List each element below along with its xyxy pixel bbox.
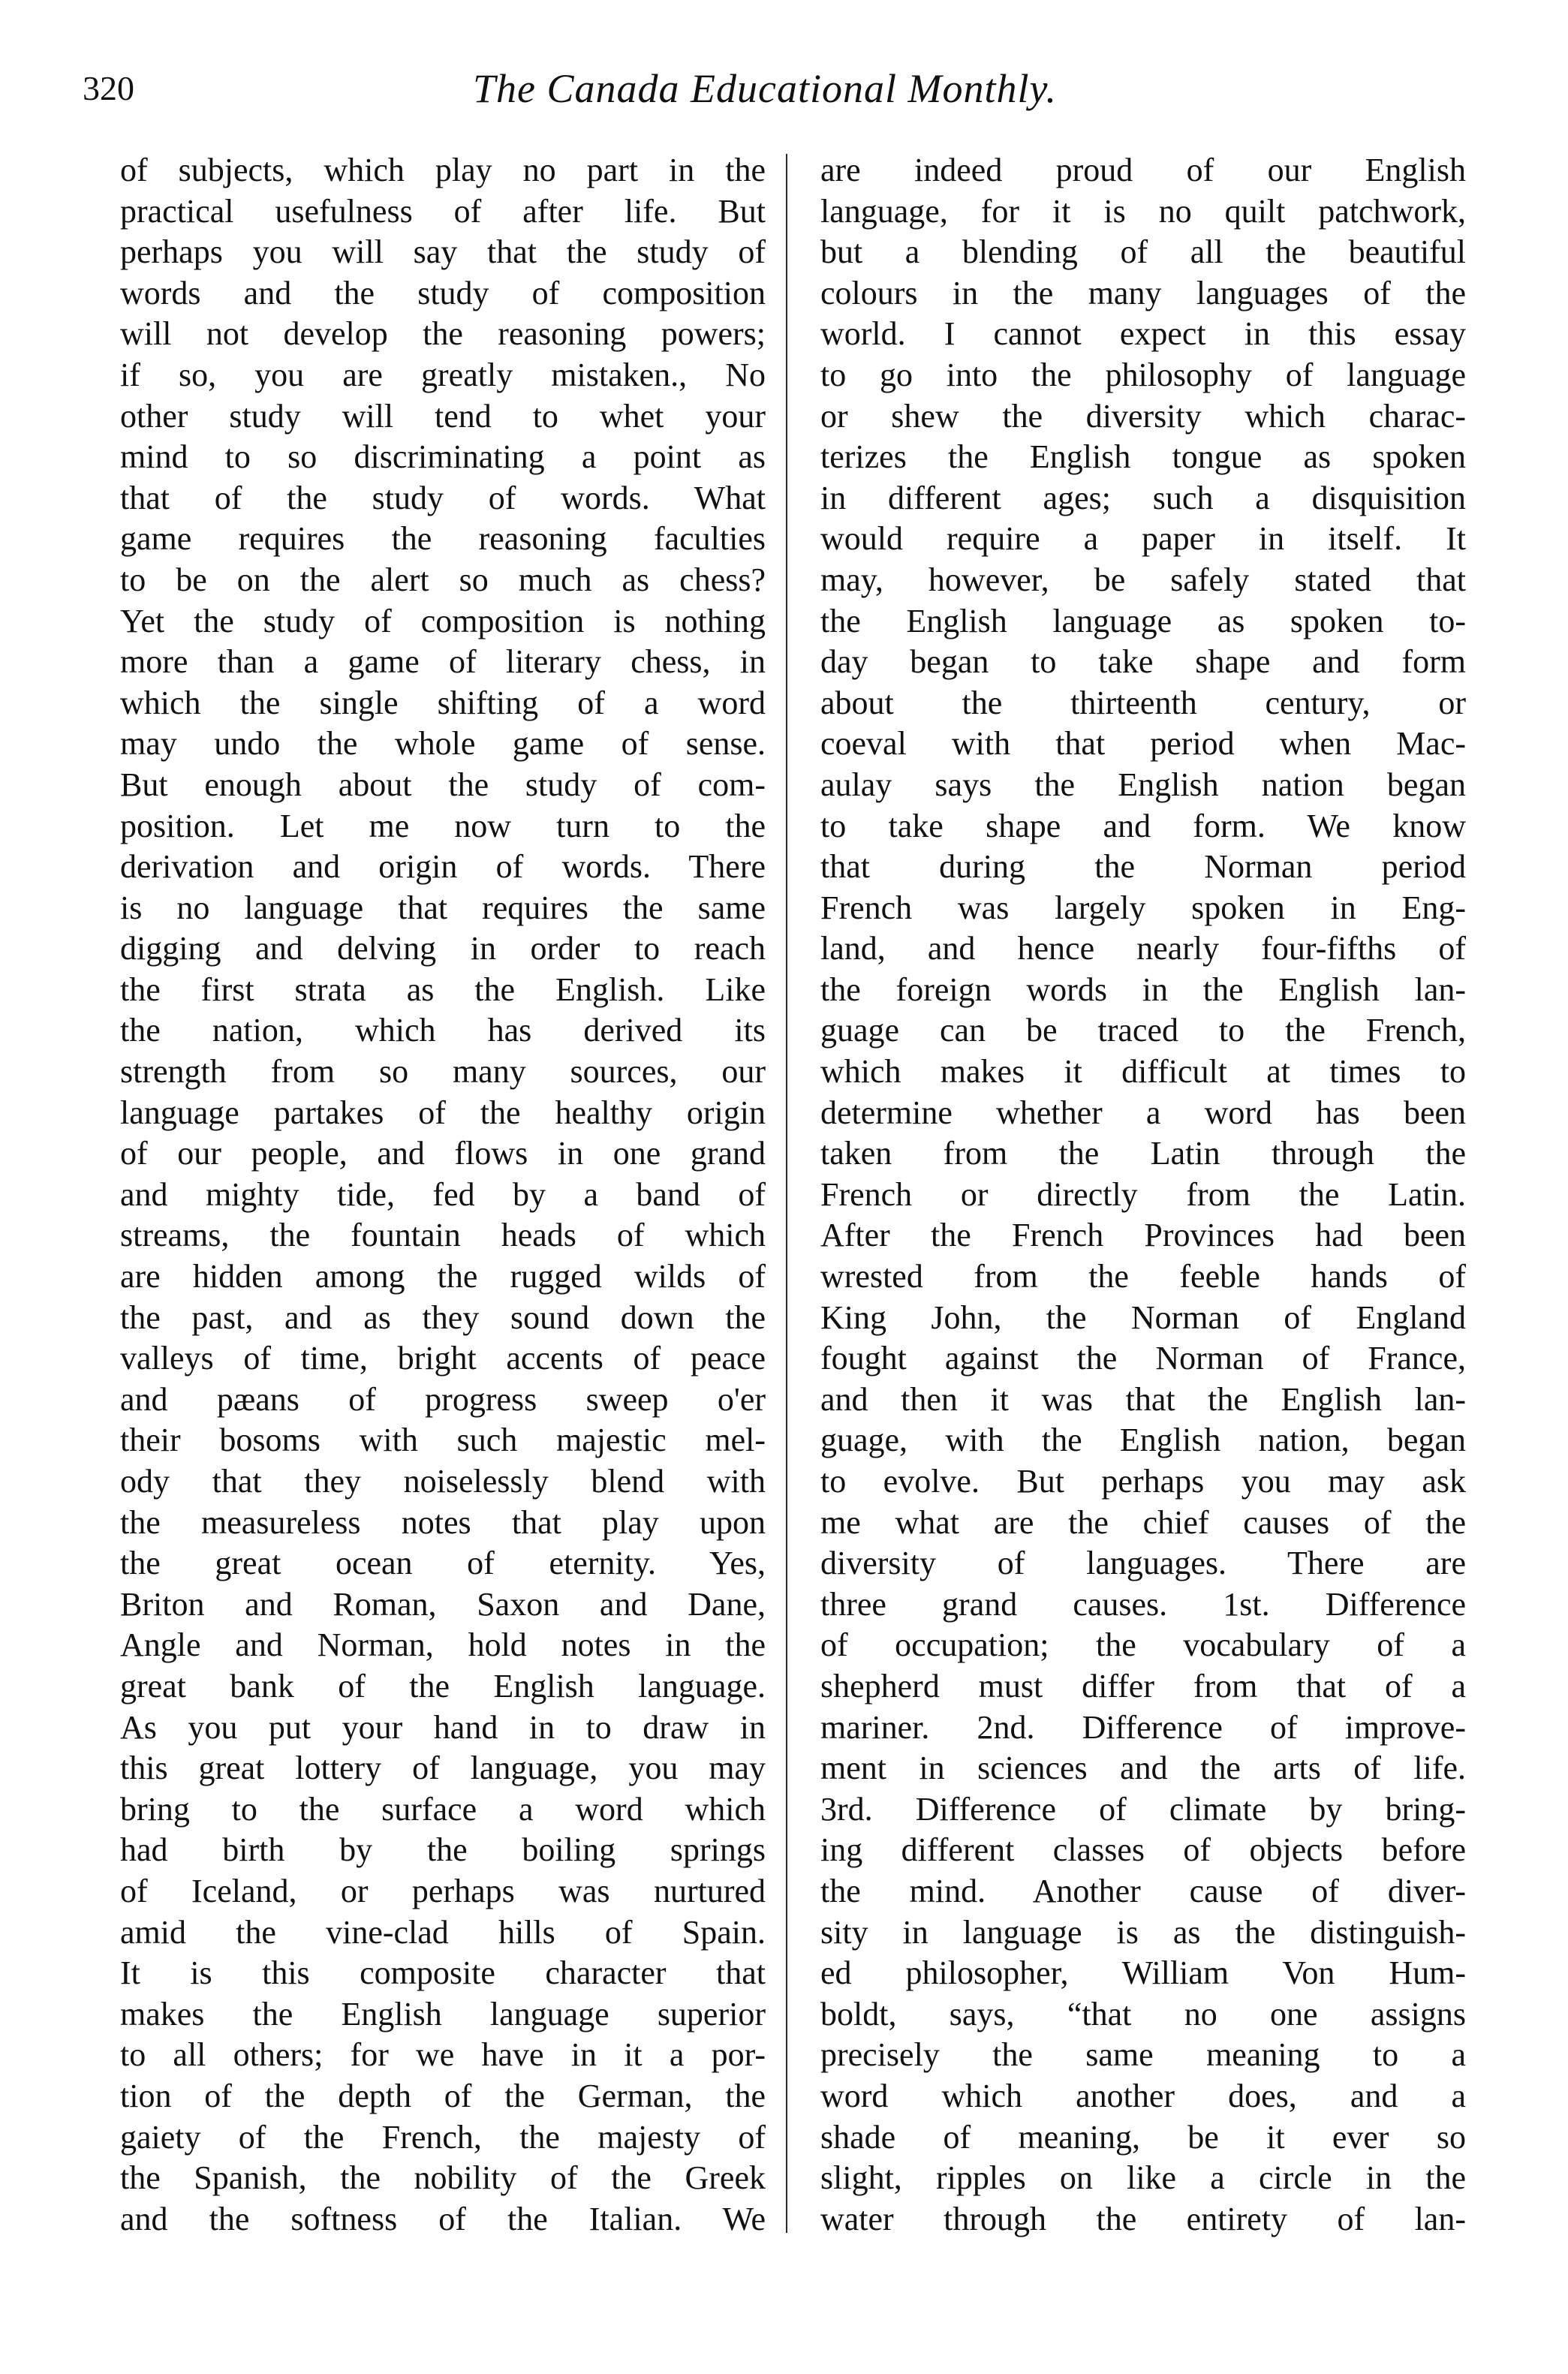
text-line: to take shape and form. We know xyxy=(820,807,1466,844)
text-line: which the single shifting of a word xyxy=(120,684,766,721)
text-line: the great ocean of eternity. Yes, xyxy=(120,1545,766,1582)
text-line: to all others; for we have in it a por- xyxy=(120,2036,766,2074)
text-line: French was largely spoken in Eng- xyxy=(820,889,1466,926)
text-line: which makes it difficult at times to xyxy=(820,1053,1466,1091)
text-line: boldt, says, “that no one assigns xyxy=(820,1995,1466,2032)
text-line: Angle and Norman, hold notes in the xyxy=(120,1626,766,1664)
text-line: words and the study of composition xyxy=(120,274,766,311)
text-line: the first strata as the English. Like xyxy=(120,970,766,1008)
text-line: me what are the chief causes of the xyxy=(820,1503,1466,1541)
text-line: shade of meaning, be it ever so xyxy=(820,2118,1466,2156)
text-line: Yet the study of composition is nothing xyxy=(120,602,766,639)
text-line: of occupation; the vocabulary of a xyxy=(820,1626,1466,1664)
text-line: valleys of time, bright accents of peace xyxy=(120,1340,766,1377)
text-line: gaiety of the French, the majesty of xyxy=(120,2118,766,2156)
text-line: and the softness of the Italian. We xyxy=(120,2200,766,2237)
text-line: other study will tend to whet your xyxy=(120,397,766,435)
text-line: practical usefulness of after life. But xyxy=(120,192,766,230)
text-line: amid the vine-clad hills of Spain. xyxy=(120,1913,766,1951)
text-line: word which another does, and a xyxy=(820,2077,1466,2114)
text-line: the Spanish, the nobility of the Greek xyxy=(120,2159,766,2197)
text-line: determine whether a word has been xyxy=(820,1094,1466,1131)
text-line: streams, the fountain heads of which xyxy=(120,1217,766,1254)
text-line: colours in the many languages of the xyxy=(820,274,1466,311)
right-text-column xyxy=(820,150,1466,2240)
text-line: the measureless notes that play upon xyxy=(120,1503,766,1541)
text-line: and then it was that the English lan- xyxy=(820,1380,1466,1418)
text-line: fought against the Norman of France, xyxy=(820,1340,1466,1377)
text-line: 3rd. Difference of climate by bring- xyxy=(820,1790,1466,1828)
text-line: mariner. 2nd. Difference of improve- xyxy=(820,1708,1466,1746)
text-line: may undo the whole game of sense. xyxy=(120,725,766,763)
text-line: the foreign words in the English lan- xyxy=(820,970,1466,1008)
text-line: shepherd must differ from that of a xyxy=(820,1667,1466,1705)
text-line: of our people, and flows in one grand xyxy=(120,1135,766,1172)
text-line: the English language as spoken to- xyxy=(820,602,1466,639)
text-line: if so, you are greatly mistaken., No xyxy=(120,356,766,393)
text-line: position. Let me now turn to the xyxy=(120,807,766,844)
text-line: to go into the philosophy of language xyxy=(820,356,1466,393)
text-line: diversity of languages. There are xyxy=(820,1545,1466,1582)
text-line: this great lottery of language, you may xyxy=(120,1750,766,1787)
text-line: wrested from the feeble hands of xyxy=(820,1258,1466,1295)
text-line: It is this composite character that xyxy=(120,1954,766,1992)
text-line: terizes the English tongue as spoken xyxy=(820,438,1466,476)
text-line: day began to take shape and form xyxy=(820,643,1466,681)
text-line: their bosoms with such majestic mel- xyxy=(120,1422,766,1459)
text-line: that during the Norman period xyxy=(820,848,1466,886)
text-line: great bank of the English language. xyxy=(120,1667,766,1705)
page-number: 320 xyxy=(83,69,134,107)
text-line: precisely the same meaning to a xyxy=(820,2036,1466,2074)
text-line: aulay says the English nation began xyxy=(820,766,1466,803)
text-line: to be on the alert so much as chess? xyxy=(120,561,766,598)
text-line: are hidden among the rugged wilds of xyxy=(120,1258,766,1295)
text-line: But enough about the study of com- xyxy=(120,766,766,803)
text-line: that of the study of words. What xyxy=(120,479,766,516)
text-line: land, and hence nearly four-fifths of xyxy=(820,930,1466,967)
text-line: more than a game of literary chess, in xyxy=(120,643,766,681)
text-line: water through the entirety of lan- xyxy=(820,2200,1466,2237)
text-line: taken from the Latin through the xyxy=(820,1135,1466,1172)
text-line: guage, with the English nation, began xyxy=(820,1422,1466,1459)
text-line: are indeed proud of our English xyxy=(820,152,1466,188)
page-header xyxy=(83,66,1456,119)
text-line: will not develop the reasoning powers; xyxy=(120,315,766,353)
column-divider xyxy=(786,154,787,2233)
text-line: slight, ripples on like a circle in the xyxy=(820,2159,1466,2197)
text-line: in different ages; such a disquisition xyxy=(820,479,1466,516)
text-line: the nation, which has derived its xyxy=(120,1012,766,1049)
running-title: The Canada Educational Monthly. xyxy=(473,66,1057,111)
text-line: mind to so discriminating a point as xyxy=(120,438,766,476)
text-line: of subjects, which play no part in the xyxy=(120,152,766,188)
text-line: would require a paper in itself. It xyxy=(820,520,1466,558)
text-line: strength from so many sources, our xyxy=(120,1053,766,1091)
text-line: ed philosopher, William Von Hum- xyxy=(820,1954,1466,1992)
text-line: makes the English language superior xyxy=(120,1995,766,2032)
text-line: but a blending of all the beautiful xyxy=(820,233,1466,271)
text-line: ment in sciences and the arts of life. xyxy=(820,1750,1466,1787)
text-line: Briton and Roman, Saxon and Dane, xyxy=(120,1585,766,1623)
left-text-column xyxy=(120,150,766,2240)
text-line: game requires the reasoning faculties xyxy=(120,520,766,558)
text-line: world. I cannot expect in this essay xyxy=(820,315,1466,353)
text-line: ing different classes of objects before xyxy=(820,1831,1466,1869)
text-line: As you put your hand in to draw in xyxy=(120,1708,766,1746)
text-line: bring to the surface a word which xyxy=(120,1790,766,1828)
text-line: tion of the depth of the German, the xyxy=(120,2077,766,2114)
text-line: the past, and as they sound down the xyxy=(120,1298,766,1336)
text-line: French or directly from the Latin. xyxy=(820,1175,1466,1213)
text-line: digging and delving in order to reach xyxy=(120,930,766,967)
text-line: ody that they noiselessly blend with xyxy=(120,1463,766,1500)
text-line: guage can be traced to the French, xyxy=(820,1012,1466,1049)
text-line: and mighty tide, fed by a band of xyxy=(120,1175,766,1213)
text-line: or shew the diversity which charac- xyxy=(820,397,1466,435)
text-line: perhaps you will say that the study of xyxy=(120,233,766,271)
text-line: of Iceland, or perhaps was nurtured xyxy=(120,1872,766,1909)
text-line: language, for it is no quilt patchwork, xyxy=(820,192,1466,230)
text-line: After the French Provinces had been xyxy=(820,1217,1466,1254)
text-line: may, however, be safely stated that xyxy=(820,561,1466,598)
text-line: King John, the Norman of England xyxy=(820,1298,1466,1336)
text-line: derivation and origin of words. There xyxy=(120,848,766,886)
text-line: language partakes of the healthy origin xyxy=(120,1094,766,1131)
text-line: coeval with that period when Mac- xyxy=(820,725,1466,763)
text-line: three grand causes. 1st. Difference xyxy=(820,1585,1466,1623)
text-line: and pæans of progress sweep o'er xyxy=(120,1380,766,1418)
text-line: is no language that requires the same xyxy=(120,889,766,926)
text-line: about the thirteenth century, or xyxy=(820,684,1466,721)
text-line: sity in language is as the distinguish- xyxy=(820,1913,1466,1951)
text-line: the mind. Another cause of diver- xyxy=(820,1872,1466,1909)
text-line: had birth by the boiling springs xyxy=(120,1831,766,1869)
text-line: to evolve. But perhaps you may ask xyxy=(820,1463,1466,1500)
